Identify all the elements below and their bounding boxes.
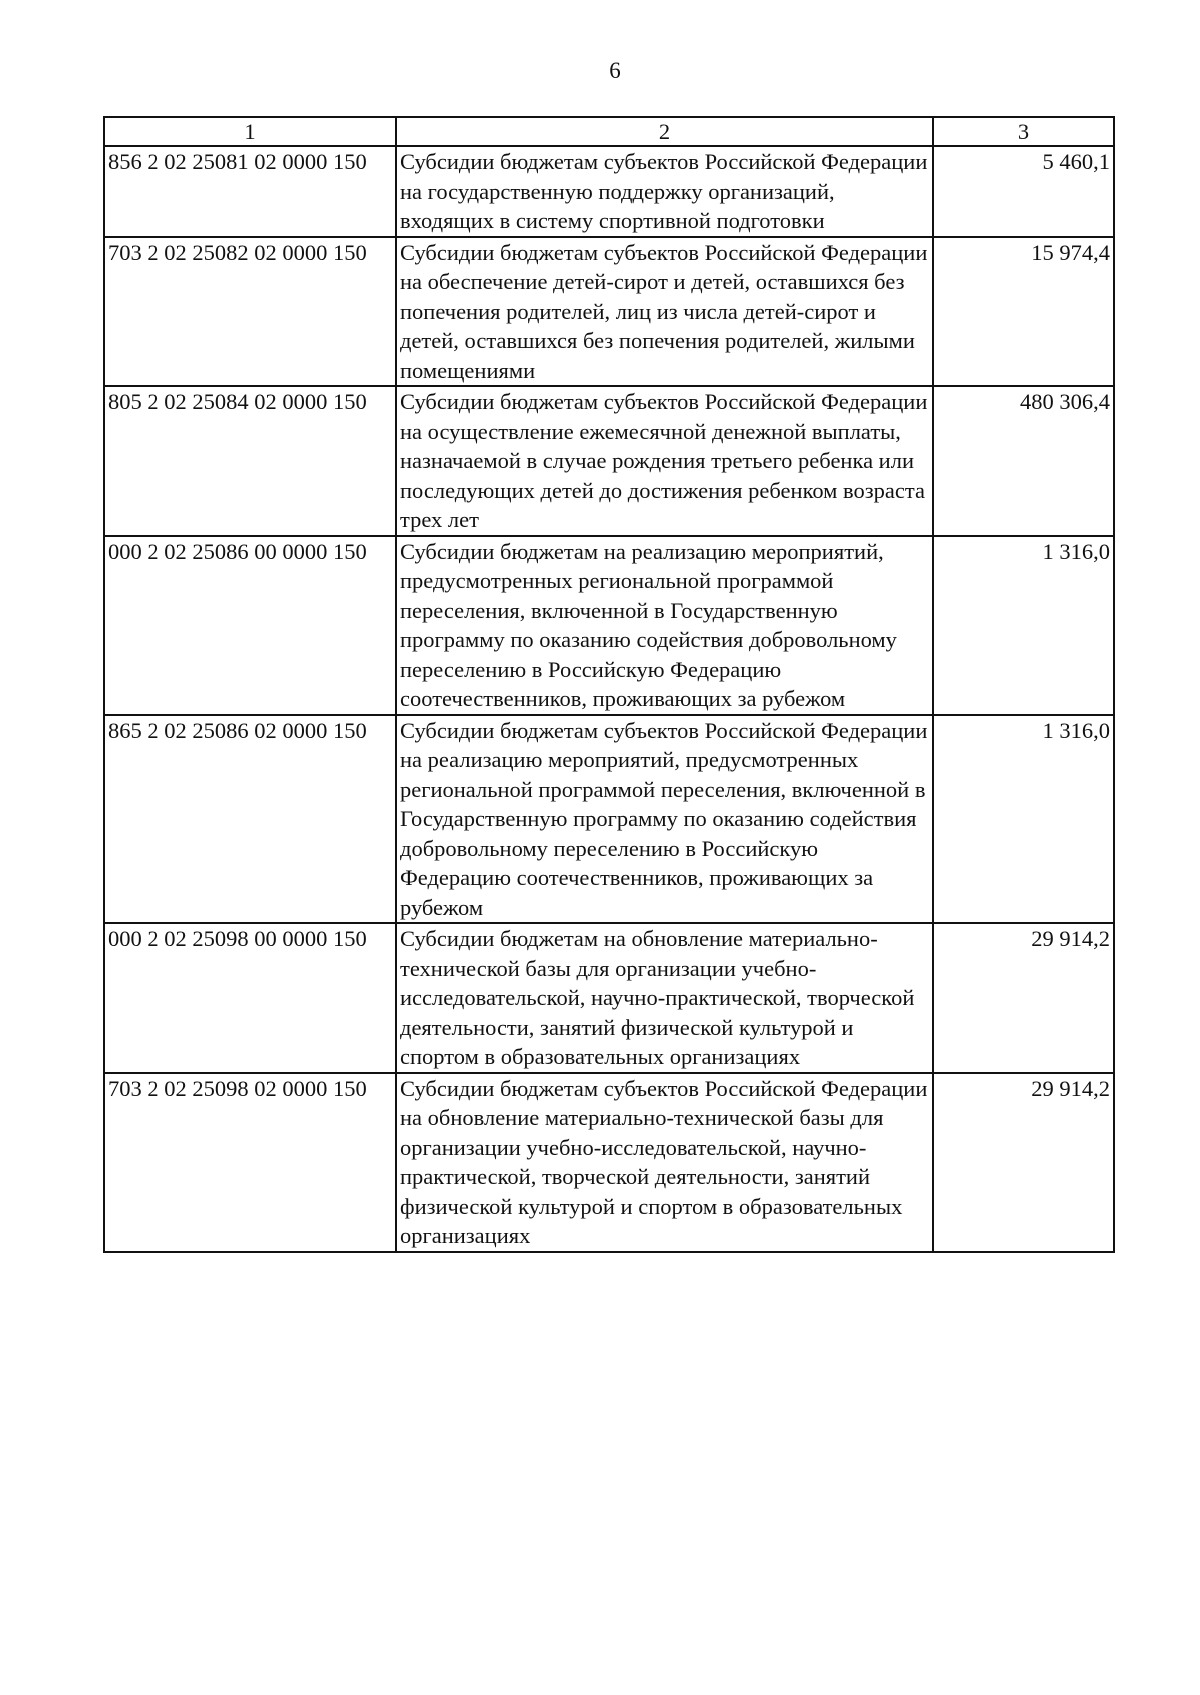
budget-code-cell: 703 2 02 25082 02 0000 150 — [104, 237, 396, 387]
amount-cell: 29 914,2 — [933, 923, 1114, 1073]
table-row — [104, 237, 1114, 387]
table-row — [104, 536, 1114, 715]
revenue-name-cell: Субсидии бюджетам субъектов Российской Федерации на реализацию мероприятий, предусмотренных региональной программой переселения, включенной в Государственную программу по оказанию содействия добровольному переселению в Российскую Федерацию соотечественников, проживающих за рубежом — [396, 715, 933, 924]
revenue-name-cell: Субсидии бюджетам субъектов Российской Федерации на обновление материально-технической базы для организации учебно-исследовательской, научно-практической, творческой деятельности, занятий физической культурой и спортом в образовательных организациях — [396, 1073, 933, 1252]
column-header-amount: 3 — [933, 117, 1114, 146]
amount-cell: 5 460,1 — [933, 146, 1114, 237]
table-row — [104, 386, 1114, 536]
revenue-name-cell: Субсидии бюджетам на реализацию мероприятий, предусмотренных региональной программой переселения, включенной в Государственную программу по оказанию содействия добровольному переселению в Российскую Федерацию соотечественников, проживающих за рубежом — [396, 536, 933, 715]
revenue-name-cell: Субсидии бюджетам на обновление материально-технической базы для организации учебно-исследовательской, научно-практической, творческой деятельности, занятий физической культурой и спортом в образовательных организациях — [396, 923, 933, 1073]
revenue-name-cell: Субсидии бюджетам субъектов Российской Федерации на государственную поддержку организаций, входящих в систему спортивной подготовки — [396, 146, 933, 237]
page-number: 6 — [609, 58, 621, 83]
amount-cell: 1 316,0 — [933, 536, 1114, 715]
budget-code-cell: 000 2 02 25098 00 0000 150 — [104, 923, 396, 1073]
revenue-name-cell: Субсидии бюджетам субъектов Российской Федерации на осуществление ежемесячной денежной выплаты, назначаемой в случае рождения третьего ребенка или последующих детей до достижения ребенком возраста трех лет — [396, 386, 933, 536]
amount-cell: 29 914,2 — [933, 1073, 1114, 1252]
table-header-row — [104, 117, 1114, 146]
budget-code-cell: 703 2 02 25098 02 0000 150 — [104, 1073, 396, 1252]
revenue-name-cell: Субсидии бюджетам субъектов Российской Федерации на обеспечение детей-сирот и детей, оставшихся без попечения родителей, лиц из числа детей-сирот и детей, оставшихся без попечения родителей, жилыми помещениями — [396, 237, 933, 387]
budget-code-cell: 805 2 02 25084 02 0000 150 — [104, 386, 396, 536]
budget-code-cell: 865 2 02 25086 02 0000 150 — [104, 715, 396, 924]
table-row — [104, 1073, 1114, 1252]
budget-code-cell: 000 2 02 25086 00 0000 150 — [104, 536, 396, 715]
budget-code-cell: 856 2 02 25081 02 0000 150 — [104, 146, 396, 237]
table-row — [104, 715, 1114, 924]
column-header-code: 1 — [104, 117, 396, 146]
amount-cell: 1 316,0 — [933, 715, 1114, 924]
amount-cell: 15 974,4 — [933, 237, 1114, 387]
amount-cell: 480 306,4 — [933, 386, 1114, 536]
column-header-name: 2 — [396, 117, 933, 146]
table-row — [104, 923, 1114, 1073]
table-row — [104, 146, 1114, 237]
budget-revenue-table — [103, 116, 1115, 1253]
